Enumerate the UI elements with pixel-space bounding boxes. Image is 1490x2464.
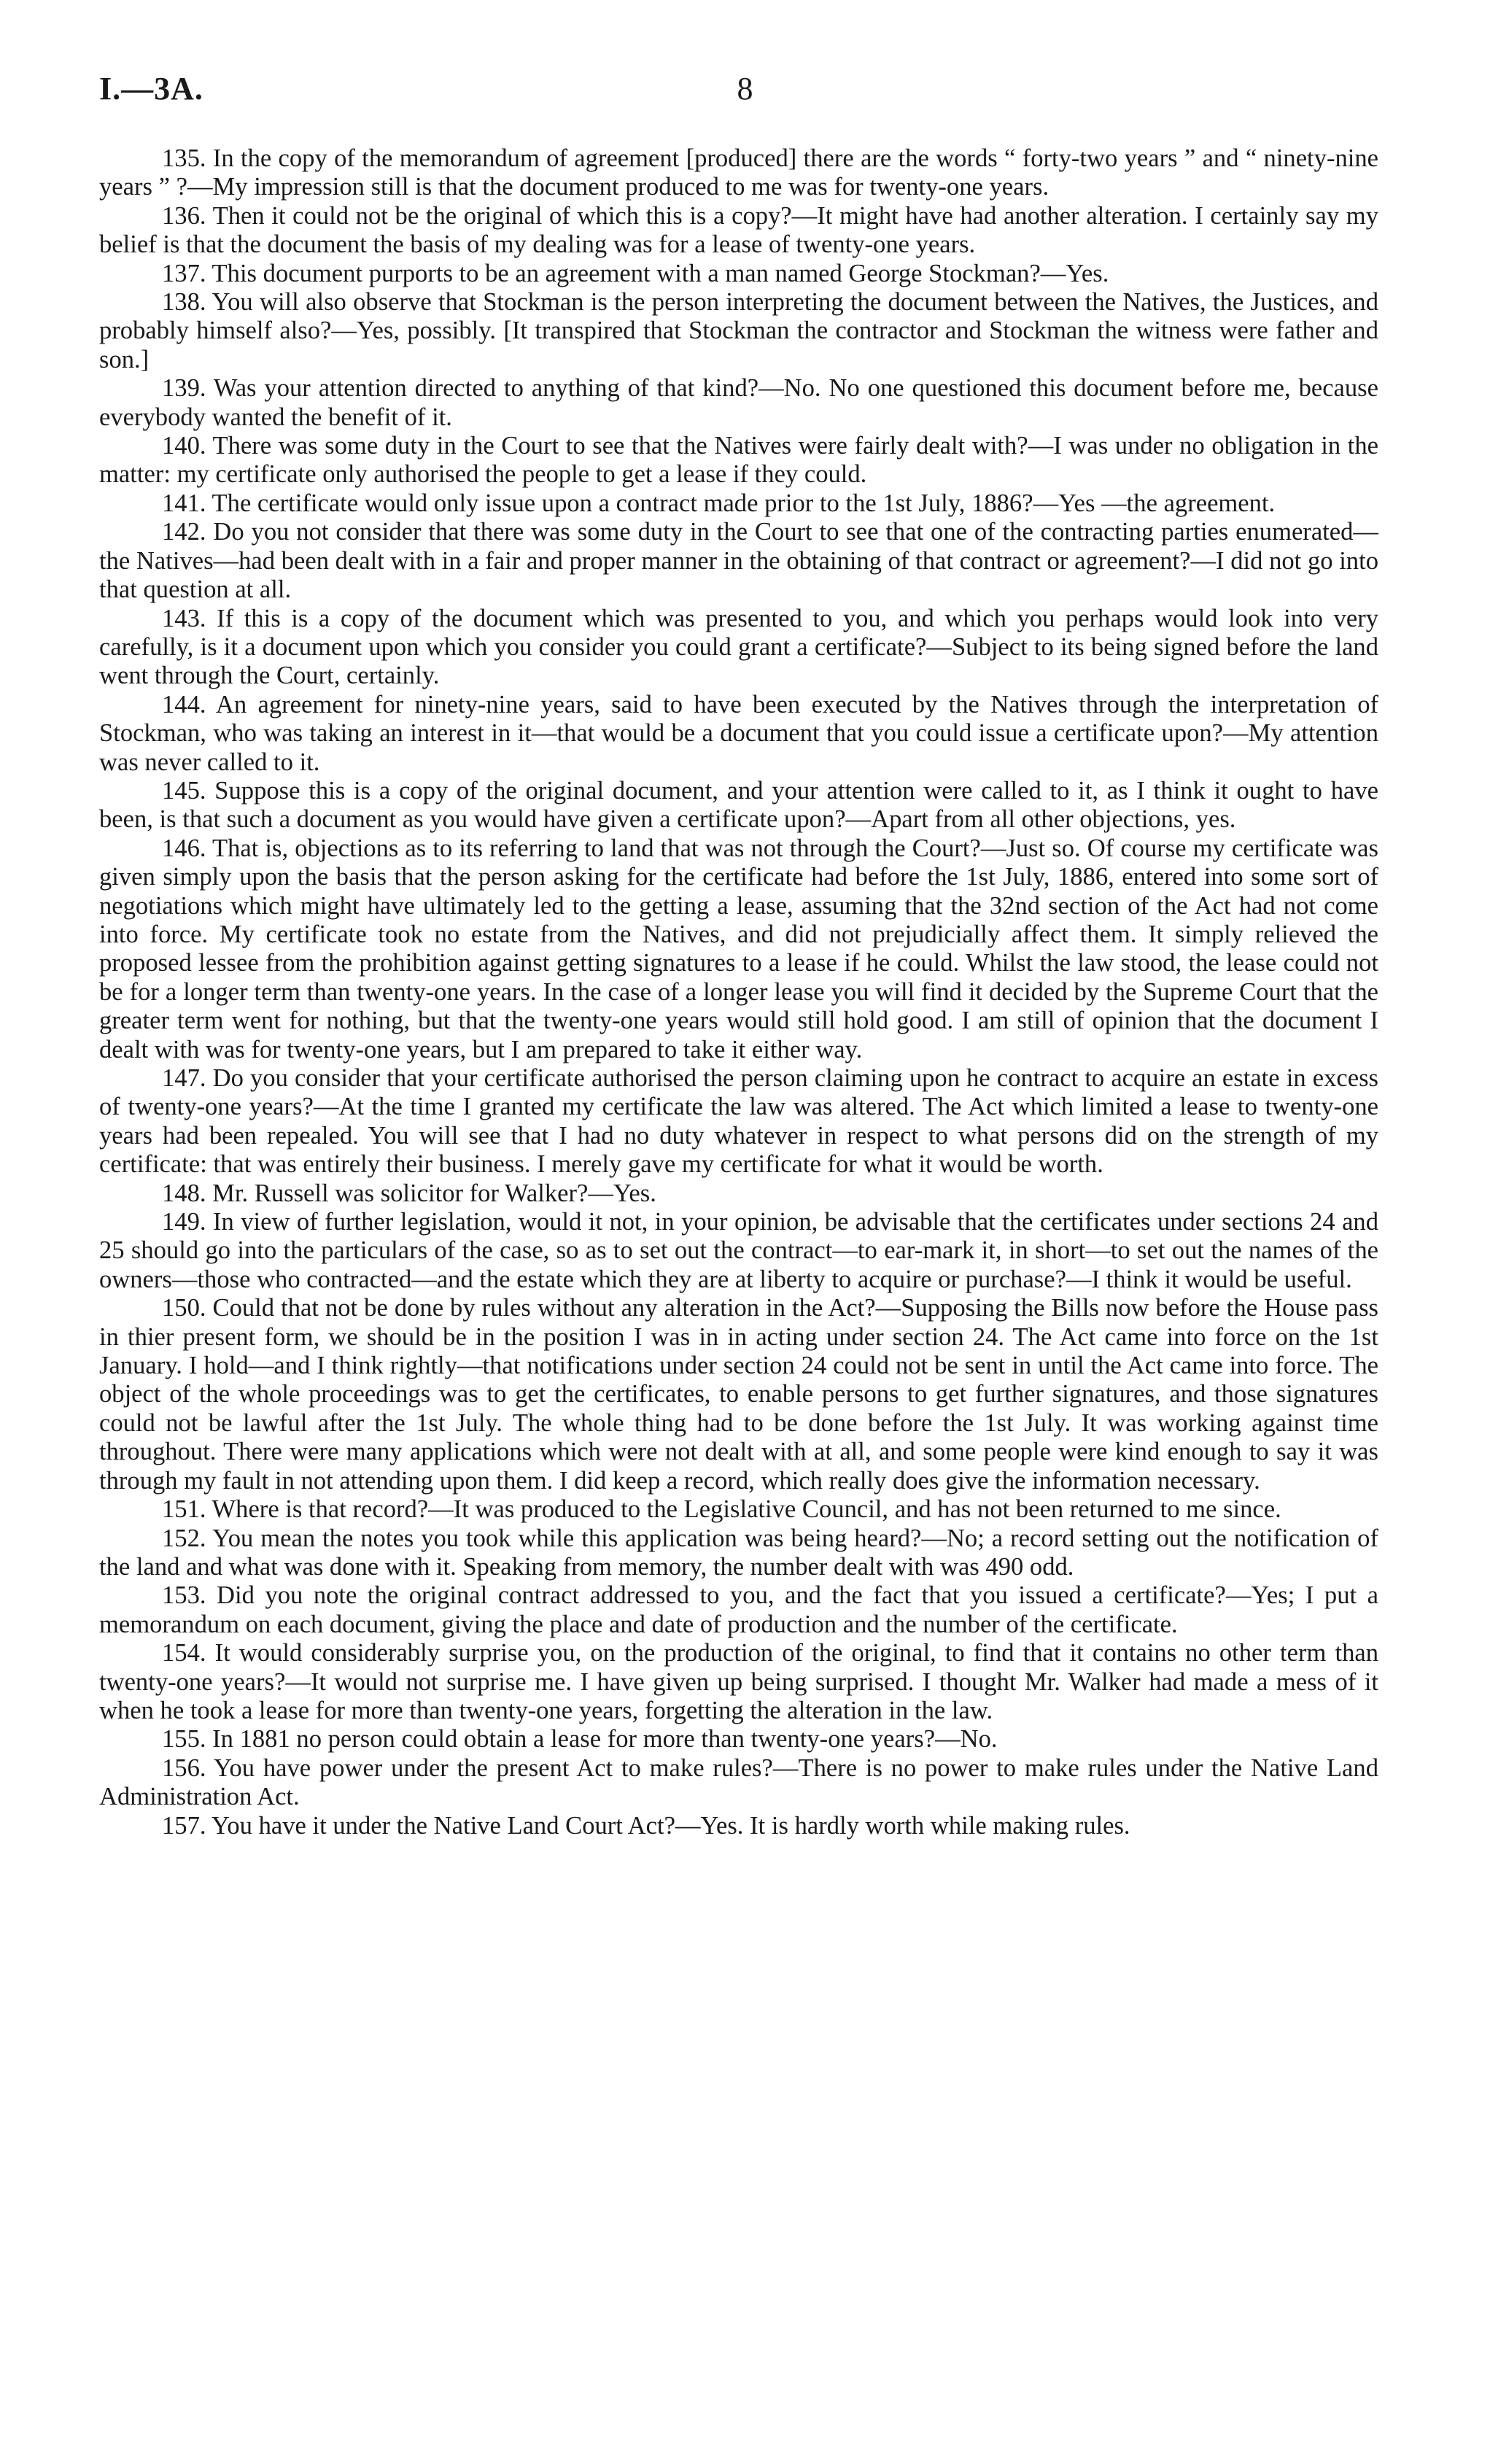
page-number: 8 (737, 71, 753, 106)
paragraph-141: 141. The certificate would only issue upon a contract made prior to the 1st July, 1886?—Yes —the agreement. (162, 489, 1276, 517)
paragraph-143: 143. If this is a copy of the document which was presented to you, and which you perhaps would look into very carefully, is it a document upon which you consider you could grant a certificate?—Subject to its being signed before the land went through the Court, certainly. (99, 604, 1378, 690)
paragraph-156: 156. You have power under the present Act to make rules?—There is no power to make rules under the Native Land Administration Act. (99, 1754, 1378, 1811)
paragraph-148: 148. Mr. Russell was solicitor for Walker?—Yes. (162, 1179, 656, 1207)
paragraph-147: 147. Do you consider that your certificate authorised the person claiming upon he contract to acquire an estate in excess of twenty-one years?—At the time I granted my certificate the law was altered. The Act which limited a lease to twenty-one years had been repealed. You will see that I had no duty whatever in respect to what persons did on the strength of my certificate: that was entirely their business. I merely gave my certificate for what it would be worth. (99, 1064, 1378, 1179)
paragraph-154: 154. It would considerably surprise you, on the production of the original, to find that it contains no other term than twenty-one years?—It would not surprise me. I have given up being surprised. I thought Mr. Walker had made a mess of it when he took a lease for more than twenty-one years, forgetting the alteration in the law. (99, 1639, 1378, 1724)
paragraph-139: 139. Was your attention directed to anything of that kind?—No. No one questioned this document before me, because everybody wanted the benefit of it. (99, 374, 1378, 431)
paragraph-136: 136. Then it could not be the original of which this is a copy?—It might have had another alteration. I certainly say my belief is that the document the basis of my dealing was for a lease of twenty-one years. (99, 201, 1378, 259)
paragraph-150: 150. Could that not be done by rules without any alteration in the Act?—Supposing the Bills now before the House pass in thier present form, we should be in the position I was in in acting under section 24. The Act came into force on the 1st January. I hold—and I think rightly—that notifications under section 24 could not be sent in until the Act came into force. The object of the whole proceedings was to get the certificates, to enable persons to get further signatures, and those signatures could not be lawful after the 1st July. The whole thing had to be done before the 1st July. It was working against time throughout. There were many applications which were not dealt with at all, and some people were kind enough to say it was through my fault in not attending upon them. I did keep a record, which really does give the information necessary. (99, 1294, 1378, 1495)
paragraph-151: 151. Where is that record?—It was produced to the Legislative Council, and has not been returned to me since. (162, 1495, 1281, 1524)
paragraph-146: 146. That is, objections as to its referring to land that was not through the Court?—Just so. Of course my certificate was given simply upon the basis that the person asking for the certificate had before the 1st July, 1886, entered into some sort of negotiations which might have ultimately led to the getting a lease, assuming that the 32nd section of the Act had not come into force. My certificate took no estate from the Natives, and did not prejudicially affect them. It simply relieved the proposed lessee from the prohibition against getting signatures to a lease if he could. Whilst the law stood, the lease could not be for a longer term than twenty-one years. In the case of a longer lease you will find it decided by the Supreme Court that the greater term went for nothing, but that the twenty-one years would still hold good. I am still of opinion that the document I dealt with was for twenty-one years, but I am prepared to take it either way. (99, 834, 1378, 1064)
paragraph-140: 140. There was some duty in the Court to see that the Natives were fairly dealt with?—I was under no obligation in the matter: my certificate only authorised the people to get a lease if they could. (99, 432, 1378, 489)
paragraph-155: 155. In 1881 no person could obtain a lease for more than twenty-one years?—No. (162, 1725, 998, 1754)
paragraph-153: 153. Did you note the original contract addressed to you, and the fact that you issued a certificate?—Yes; I put a memorandum on each document, giving the place and date of production and the number of the certificate. (99, 1581, 1378, 1638)
page-header (99, 70, 1391, 114)
paragraph-152: 152. You mean the notes you took while this application was being heard?—No; a record setting out the notification of the land and what was done with it. Speaking from memory, the number dealt with was 490 odd. (99, 1524, 1378, 1581)
paragraph-142: 142. Do you not consider that there was some duty in the Court to see that one of the contracting parties enumerated—the Natives—had been dealt with in a fair and proper manner in the obtaining of that contract or agreement?—I did not go into that question at all. (99, 518, 1378, 604)
paragraph-138: 138. You will also observe that Stockman is the person interpreting the document between the Natives, the Justices, and probably himself also?—Yes, possibly. [It transpired that Stockman the contractor and Stockman the witness were father and son.] (99, 288, 1378, 373)
document-reference: I.—3A. (99, 71, 203, 106)
paragraph-157: 157. You have it under the Native Land Court Act?—Yes. It is hardly worth while making rules. (162, 1811, 1130, 1840)
document-body (99, 144, 1378, 1840)
paragraph-149: 149. In view of further legislation, would it not, in your opinion, be advisable that the certificates under sections 24 and 25 should go into the particulars of the case, so as to set out the contract—to ear-mark it, in short—to set out the names of the owners—those who contracted—and the estate which they are at liberty to acquire or purchase?—I think it would be useful. (99, 1208, 1378, 1293)
paragraph-135: 135. In the copy of the memorandum of agreement [produced] there are the words “ forty-two years ” and “ ninety-nine years ” ?—My impression still is that the document produced to me was for twenty-one years. (99, 144, 1378, 201)
paragraph-144: 144. An agreement for ninety-nine years, said to have been executed by the Natives through the interpretation of Stockman, who was taking an interest in it—that would be a document that you could issue a certificate upon?—My attention was never called to it. (99, 690, 1378, 776)
paragraph-145: 145. Suppose this is a copy of the original document, and your attention were called to it, as I think it ought to have been, is that such a document as you would have given a certificate upon?—Apart from all other objections, yes. (99, 776, 1378, 834)
paragraph-137: 137. This document purports to be an agreement with a man named George Stockman?—Yes. (162, 259, 1109, 287)
